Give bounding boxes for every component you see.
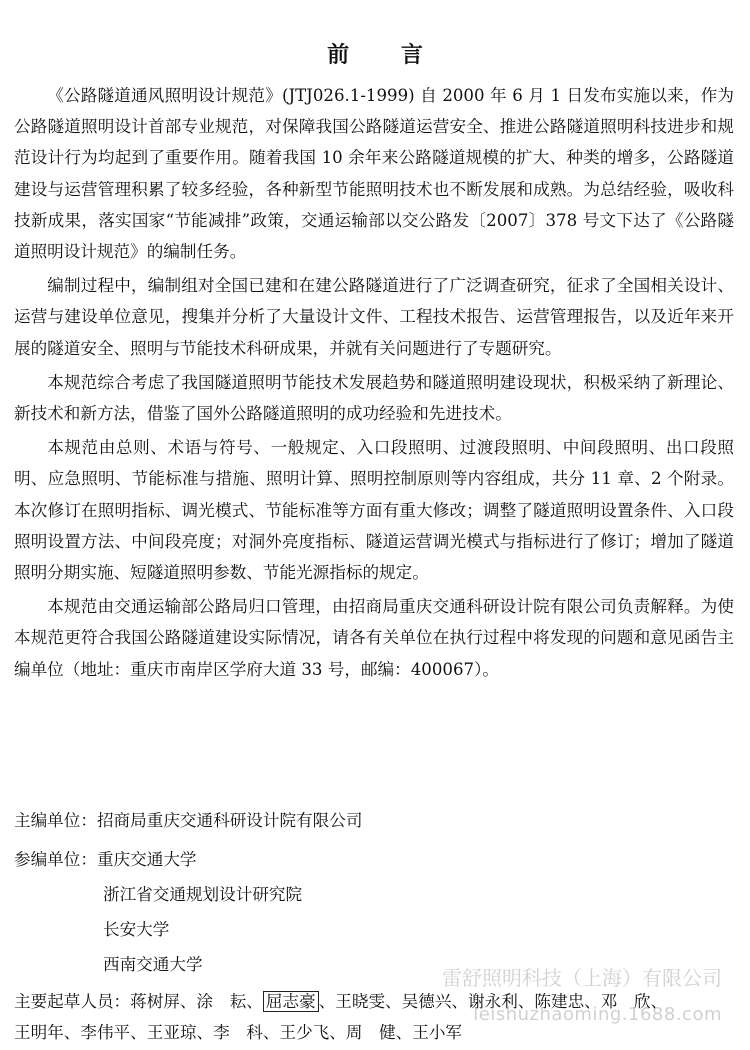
preface-body [14,80,734,685]
paragraph-3: 本规范综合考虑了我国隧道照明节能技术发展趋势和隧道照明建设现状，积极采纳了新理论、新技术和新方法，借鉴了国外公路隧道照明的成功经验和先进技术。 [14,372,734,424]
paragraph-2: 编制过程中，编制组对全国已建和在建公路隧道进行了广泛调查研究，征求了全国相关设计、运营与建设单位意见，搜集并分析了大量设计文件、工程技术报告、运营管理报告，以及近年来开展的隧道安全、照明与节能技术科研成果，并就有关问题进行了专题研究。 [14,276,734,358]
participating-unit-name: 重庆交通大学 [96,850,197,869]
watermark-url: leishuzhaoming.1688.com [473,1004,722,1025]
drafters-line-2: 王明年、李伟平、王亚琼、李 科、王少飞、周 健、王小军 [14,1023,463,1042]
drafters-label: 主要起草人员： [14,992,131,1011]
chief-unit-label: 主编单位： [14,811,97,830]
credits-section [14,804,734,981]
boxed-drafter-name: 屈志豪 [263,991,319,1012]
chief-unit-name: 招商局重庆交通科研设计院有限公司 [96,811,363,830]
paragraph-1: 《公路隧道通风照明设计规范》(JTJ026.1-1999) 自 2000 年 6 月 1 日发布实施以来，作为公路隧道照明设计首部专业规范，对保障我国公路隧道运营安全、推进公路隧道照明科技进步和规范设计行为均起到了重要作用。随着我国 10 余年来公路隧道规模的扩大、种类的增多，公路隧道建设与运营管理积累了较多经验，各种新型节能照明技术也不断发展和成熟。为总结经验，吸收科技新成果，落实国家“节能减排”政策，交通运输部以交公路发〔2007〕378 号文下达了《公路隧道照明设计规范》的编制任务。 [14,86,734,262]
drafters-names-a: 蒋树屏、涂 耘、 [130,992,263,1011]
participating-unit-name: 西南交通大学 [103,955,203,974]
participating-unit-name: 浙江省交通规划设计研究院 [103,885,303,904]
page-title: 前 言 [327,42,445,68]
paragraph-4: 本规范由总则、术语与符号、一般规定、入口段照明、过渡段照明、中间段照明、出口段照明、应急照明、节能标准与措施、照明计算、照明控制原则等内容组成，共分 11 章、2 个附录。本次修订在照明指标、调光模式、节能标准等方面有重大修改；调整了隧道照明设置条件、入口段照明设置方法、中间段亮度；对洞外亮度指标、隧道运营调光模式与指标进行了修订；增加了隧道照明分期实施、短隧道照明参数、节能光源指标的规定。 [14,438,734,583]
participating-unit-name: 长安大学 [103,920,170,939]
participating-unit-row [14,843,734,876]
participating-unit-label: 参编单位： [14,850,97,869]
drafters-names-b: 、王晓雯、吴德兴、谢永利、陈建忠、邓 欣、 [318,992,668,1011]
watermark-company: 雷舒照明科技（上海）有限公司 [442,966,722,990]
chief-unit-row [14,804,734,837]
paragraph-5: 本规范由交通运输部公路局归口管理，由招商局重庆交通科研设计院有限公司负责解释。为使本规范更符合我国公路隧道建设实际情况，请各有关单位在执行过程中将发现的问题和意见函告主编单位（地址：重庆市南岸区学府大道 33 号，邮编：400067）。 [14,597,734,679]
